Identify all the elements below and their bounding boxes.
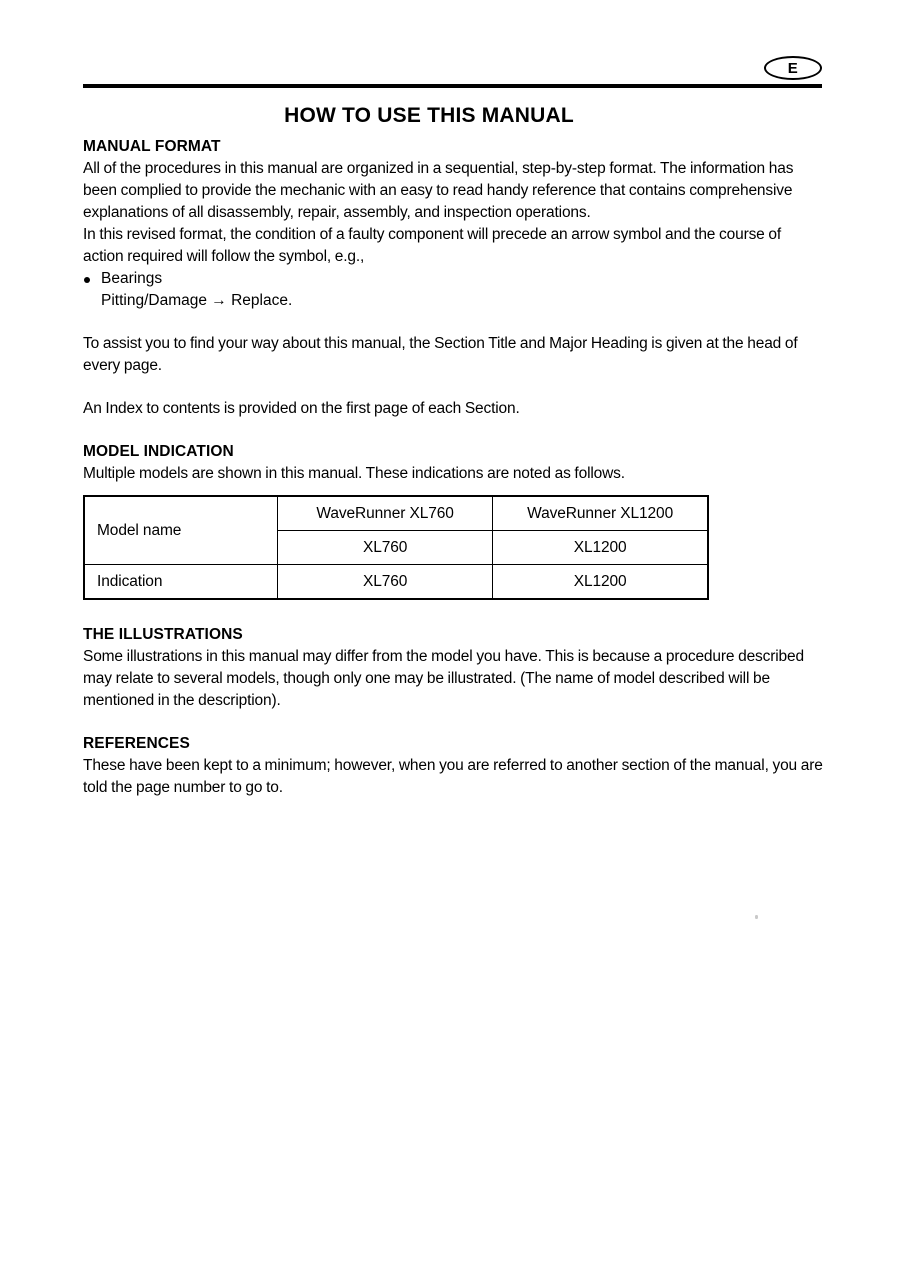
the-illustrations-body: Some illustrations in this manual may differ from the model you have. This is because a procedure described may relate to several models, though only one may be illustrated. (The name of model described will be mentioned in the description). [83,648,804,709]
spacer [83,485,823,495]
manual-format-paragraph-3: To assist you to find your way about this manual, the Section Title and Major Heading is given at the head of every page. [83,335,798,374]
manual-format-paragraph-2: In this revised format, the condition of a faulty component will precede an arrow symbol and the course of action required will follow the symbol, e.g., [83,226,782,265]
page-title: HOW TO USE THIS MANUAL [284,104,574,127]
table-cell: WaveRunner XL1200 [493,496,708,531]
page-content [83,104,823,799]
list-item-label: Bearings [101,270,163,287]
table-row-label-model-name: Model name [84,496,278,565]
table-row [84,565,708,600]
table-cell: XL1200 [493,565,708,600]
manual-format-bullet-list [83,268,823,290]
table-cell: XL1200 [493,531,708,565]
table-cell: XL760 [278,531,493,565]
model-indication-intro: Multiple models are shown in this manual. These indications are noted as follows. [83,465,625,482]
bullet-dot-icon [84,277,90,283]
manual-format-paragraph-1: All of the procedures in this manual are organized in a sequential, step-by-step format. The information has been complied to provide the mechanic with an easy to read handy reference that contains comprehensive explanations of all disassembly, repair, assembly, and inspection operations. [83,160,794,221]
list-item [83,268,823,290]
table-cell: WaveRunner XL760 [278,496,493,531]
references-body: These have been kept to a minimum; however, when you are referred to another section of the manual, you are told the page number to go to. [83,757,823,796]
spacer [83,312,823,333]
section-heading-manual-format: MANUAL FORMAT [83,138,221,155]
section-heading-references: REFERENCES [83,735,190,752]
header-rule [83,84,822,88]
section-heading-the-illustrations: THE ILLUSTRATIONS [83,626,243,643]
section-heading-model-indication: MODEL INDICATION [83,443,234,460]
bullet-sub-line: Pitting/Damage → Replace. [101,292,293,309]
spacer [83,712,823,733]
model-indication-table [83,495,709,600]
language-badge: E [764,56,822,80]
manual-format-paragraph-4: An Index to contents is provided on the first page of each Section. [83,400,520,417]
spacer [83,420,823,441]
table-cell: XL760 [278,565,493,600]
scan-artifact-speck [755,915,758,919]
spacer [83,377,823,398]
table-row [84,496,708,531]
table-row-label-indication: Indication [84,565,278,600]
spacer [83,600,823,624]
